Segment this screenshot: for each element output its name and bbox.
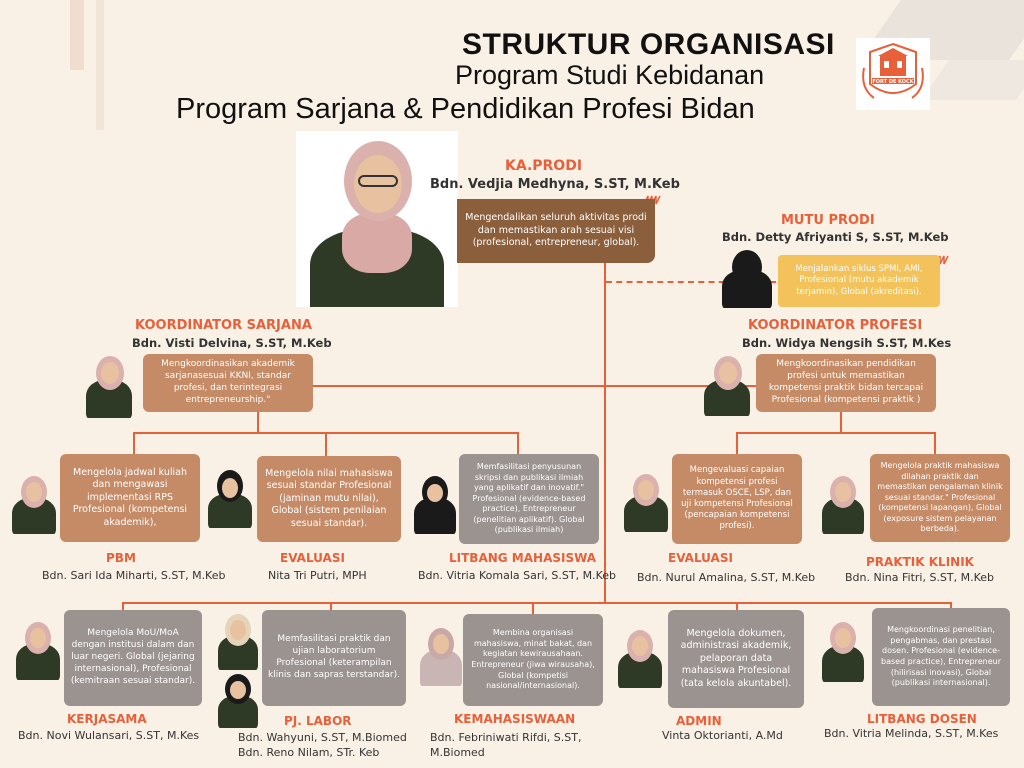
litbang-mhs-role: LITBANG MAHASISWA [449,551,597,565]
pbm-description: Mengelola jadwal kuliah dan mengawasi implementasi RPS Profesional (kompetensi akademik), [60,454,200,542]
kemahasiswaan-role: KEMAHASISWAAN [454,712,576,726]
connector-sarjana-stem [257,412,259,433]
kemahasiswaan-photo [414,622,468,686]
evaluasi-1-photo [202,466,258,528]
mutu-photo [716,246,778,308]
koor-profesi-name: Bdn. Widya Nengsih S.ST, M.Kes [742,336,952,350]
connector-evaluasi-2 [736,432,738,456]
decor-bar-left [70,0,84,70]
connector-kerjasama [122,602,124,610]
pbm-photo [6,470,62,534]
praktik-role: PRAKTIK KLINIK [866,555,974,569]
praktik-photo [816,470,870,534]
kemahasiswaan-name-0: Bdn. Febriniwati Rifdi, S.ST, [430,731,582,744]
connector-main-vertical [604,262,606,604]
litbang-dosen-name-0: Bdn. Vitria Melinda, S.ST, M.Kes [824,727,999,740]
mutu-role: MUTU PRODI [781,213,875,228]
institution-logo [856,38,930,110]
connector-admin [736,602,738,610]
koor-sarjana-description: Mengkoordinasikan akademik sarjanasesuai KKNI, standar profesi, dan terintegrasi entrepreneurship." [143,354,313,412]
admin-description: Mengelola dokumen, administrasi akademik, pelaporan data mahasiswa Profesional (tata kelola akuntabel). [668,610,804,708]
page-title: STRUKTUR ORGANISASI [462,28,835,61]
kemahasiswaan-description: Membina organisasi mahasiswa, minat bakat, dan kegiatan kewirausahaan. Entrepreneur (jiwa wirausaha), Global (kompetisi nasional/internasional). [463,614,603,706]
labor-description: Memfasilitasi praktik dan ujian laboratorium Profesional (keterampilan klinis dan sapras terstandar). [262,610,406,706]
admin-photo [612,624,668,688]
evaluasi-2-photo [618,468,674,532]
connector-profesi-stem [840,412,842,433]
kaprodi-photo [296,131,458,307]
page-subtitle-2: Program Sarjana & Pendidikan Profesi Bidan [176,93,755,125]
evaluasi-2-name: Bdn. Nurul Amalina, S.ST, M.Keb [637,571,816,584]
litbang-dosen-photo [816,616,870,682]
labor-photo-2 [212,672,264,728]
koor-sarjana-role: KOORDINATOR SARJANA [135,318,312,333]
labor-name-0: Bdn. Wahyuni, S.ST, M.Biomed [238,731,407,744]
litbang-mhs-description: Memfasilitasi penyusunan skripsi dan publikasi ilmiah yang aplikatif dan inovatif." Profesional (evidence-based practice), Entrepreneur (penelitian aplikatif). Global (publikasi ilmiah) [459,454,599,544]
labor-role: PJ. LABOR [284,714,352,728]
praktik-name: Bdn. Nina Fitri, S.ST, M.Keb [845,571,995,584]
connector-praktik [934,432,936,454]
mutu-name: Bdn. Detty Afriyanti S, S.ST, M.Keb [722,230,949,244]
evaluasi-1-description: Mengelola nilai mahasiswa sesuai standar Profesional (jaminan mutu nilai), Global (sistem penilaian sesuai standar). [257,456,401,542]
koor-sarjana-photo [80,350,138,418]
praktik-description: Mengelola praktik mahasiswa dilahan praktik dan memastikan pengalaman klinik sesuai standar." Profesional (kompetensi lapangan), Global (exposure sistem pelayanan berbeda). [870,454,1010,542]
connector-evaluasi-1 [325,432,327,456]
connector-row3-branch [122,602,952,604]
pbm-name: Bdn. Sari Ida Miharti, S.ST, M.Keb [42,569,226,582]
page-subtitle-1: Program Studi Kebidanan [455,60,765,90]
admin-name-0: Vinta Oktorianti, A.Md [662,729,783,742]
admin-role: ADMIN [676,714,722,728]
kaprodi-role: KA.PRODI [505,158,583,174]
litbang-dosen-description: Mengkoordinasi penelitian, pengabmas, dan prestasi dosen. Profesional (evidence-based practice), Entrepreneur (hilirisasi inovasi), Global (publikasi internasional). [872,608,1010,706]
koor-profesi-description: Mengkoordinasikan pendidikan profesi untuk memastikan kompetensi praktik bidan tercapai Profesional (kompetensi praktik ) [756,354,936,412]
connector-labor [330,602,332,610]
litbang-dosen-role: LITBANG DOSEN [867,712,977,726]
mutu-description: Menjalankan siklus SPMI, AMI, Profesional (mutu akademik terjamin), Global (akreditasi). [778,255,940,307]
kemahasiswaan-name-1: M.Biomed [430,746,485,759]
pbm-role: PBM [106,551,136,565]
koor-sarjana-name: Bdn. Visti Delvina, S.ST, M.Keb [132,336,332,350]
connector-pbm [133,432,135,454]
kerjasama-role: KERJASAMA [67,712,147,726]
connector-kemahasiswaan [532,602,534,614]
litbang-mhs-photo [408,472,462,534]
evaluasi-2-role: EVALUASI [668,551,733,565]
labor-photo-1 [212,608,264,670]
evaluasi-1-name: Nita Tri Putri, MPH [268,569,367,582]
connector-profesi-branch [736,432,936,434]
decor-bar-left-2 [96,0,104,130]
evaluasi-2-description: Mengevaluasi capaian kompetensi profesi termasuk OSCE, LSP, dan uji kompetensi Profesional (pencapaian kompetensi profesi). [672,454,802,544]
litbang-mhs-name: Bdn. Vitria Komala Sari, S.ST, M.Keb [418,569,616,582]
labor-name-1: Bdn. Reno Nilam, STr. Keb [238,746,380,759]
decor-shape-right-2 [921,60,1024,100]
koor-profesi-role: KOORDINATOR PROFESI [748,318,923,333]
kerjasama-photo [10,616,66,680]
kerjasama-name-0: Bdn. Novi Wulansari, S.ST, M.Kes [18,729,200,742]
kerjasama-description: Mengelola MoU/MoA dengan institusi dalam dan luar negeri. Global (jejaring internasional), Profesional (kemitraan sesuai standar). [64,610,202,706]
kaprodi-name: Bdn. Vedjia Medhyna, S.ST, M.Keb [430,177,680,192]
logo-text: FORT DE KOCK [872,79,914,85]
kaprodi-description: Mengendalikan seluruh aktivitas prodi dan memastikan arah sesuai visi (profesional, entrepreneur, global). [457,199,655,263]
evaluasi-1-role: EVALUASI [280,551,345,565]
koor-profesi-photo [698,350,756,416]
connector-litbang-mhs [517,432,519,454]
